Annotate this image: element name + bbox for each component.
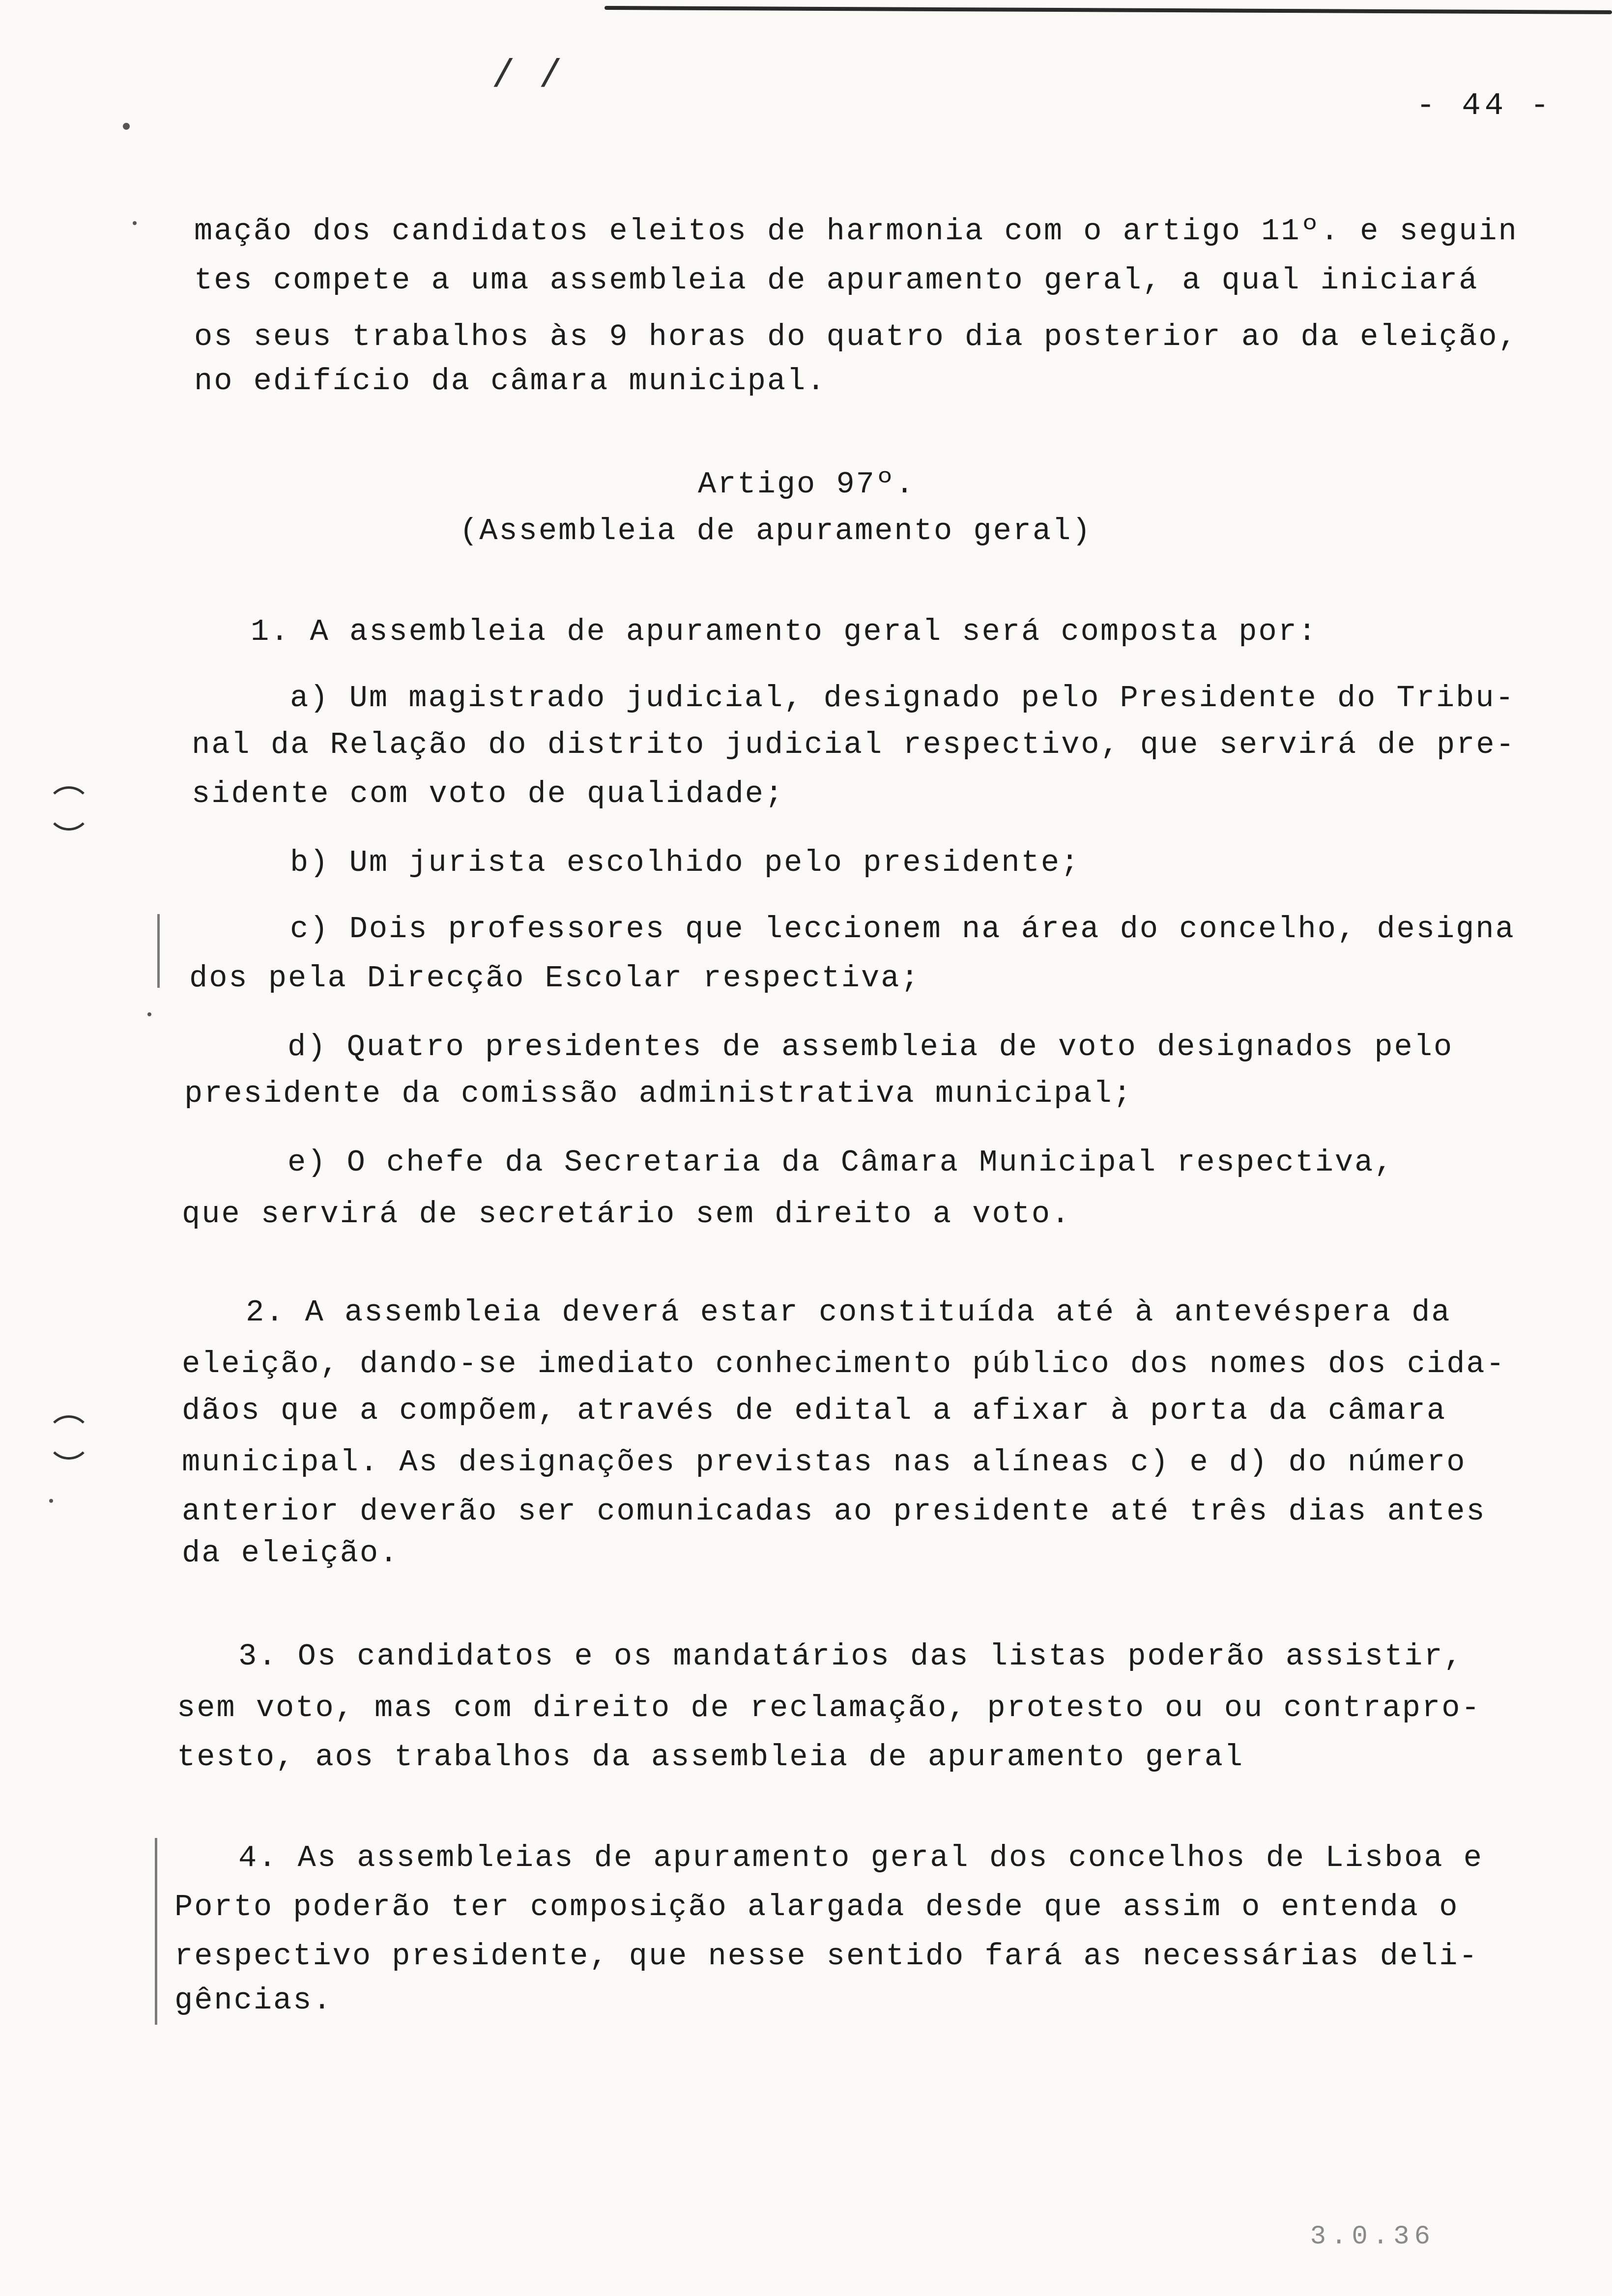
item2-line-1: 2. A assembleia deverá estar constituída até à antevéspera da bbox=[246, 1295, 1451, 1330]
item1-a-line-1: a) Um magistrado judicial, designado pelo Presidente do Tribu- bbox=[290, 681, 1515, 716]
item3-line-2: sem voto, mas com direito de reclamação, protesto ou ou contrapro- bbox=[177, 1691, 1481, 1725]
margin-paren-icon bbox=[47, 786, 91, 831]
item4-line-3: respectivo presidente, que nesse sentido fará as necessárias deli- bbox=[174, 1939, 1479, 1974]
item1-e-line-1: e) O chefe da Secretaria da Câmara Municipal respectiva, bbox=[288, 1145, 1394, 1180]
item1-d-line-2: presidente da comissão administrativa municipal; bbox=[184, 1076, 1133, 1111]
item2-line-4: municipal. As designações previstas nas alíneas c) e d) do número bbox=[182, 1445, 1467, 1480]
item1-heading: 1. A assembleia de apuramento geral será composta por: bbox=[251, 614, 1318, 649]
item4-line-4: gências. bbox=[174, 1983, 333, 2018]
item1-a-line-2: nal da Relação do distrito judicial respectivo, que servirá de pre- bbox=[192, 727, 1516, 762]
item1-b: b) Um jurista escolhido pelo presidente; bbox=[290, 845, 1081, 880]
intro-line-2: tes compete a uma assembleia de apuramento geral, a qual iniciará bbox=[194, 263, 1479, 298]
item1-c-line-1: c) Dois professores que leccionem na área do concelho, designa bbox=[290, 912, 1515, 947]
item4-line-2: Porto poderão ter composição alargada desde que assim o entenda o bbox=[174, 1890, 1459, 1924]
margin-dot bbox=[49, 1499, 53, 1503]
margin-dot bbox=[123, 123, 130, 130]
item1-a-line-3: sidente com voto de qualidade; bbox=[192, 776, 785, 811]
item2-line-6: da eleição. bbox=[182, 1536, 400, 1571]
margin-paren-icon bbox=[47, 1415, 91, 1460]
item1-d-line-1: d) Quatro presidentes de assembleia de voto designados pelo bbox=[288, 1030, 1454, 1064]
item3-line-3: testo, aos trabalhos da assembleia de apuramento geral bbox=[177, 1740, 1244, 1775]
item3-line-1: 3. Os candidatos e os mandatários das listas poderão assistir, bbox=[238, 1639, 1464, 1674]
intro-line-4: no edifício da câmara municipal. bbox=[194, 364, 827, 399]
top-rule bbox=[604, 6, 1612, 14]
article-title: (Assembleia de apuramento geral) bbox=[460, 514, 1092, 548]
item4-line-1: 4. As assembleias de apuramento geral dos concelhos de Lisboa e bbox=[238, 1840, 1483, 1875]
intro-line-3: os seus trabalhos às 9 horas do quatro dia posterior ao da eleição, bbox=[194, 319, 1518, 354]
margin-dot bbox=[133, 221, 137, 225]
pencil-mark-icon: / / bbox=[491, 54, 563, 99]
intro-line-1: mação dos candidatos eleitos de harmonia com o artigo 11º. e seguin bbox=[194, 214, 1518, 249]
archive-stamp: 3.0.36 bbox=[1310, 2222, 1435, 2252]
item2-line-5: anterior deverão ser comunicadas ao presidente até três dias antes bbox=[182, 1494, 1486, 1529]
article-number: Artigo 97º. bbox=[698, 467, 916, 502]
item1-e-line-2: que servirá de secretário sem direito a voto. bbox=[182, 1197, 1071, 1232]
item1-c-line-2: dos pela Direcção Escolar respectiva; bbox=[189, 961, 921, 996]
margin-bar bbox=[155, 1838, 157, 2025]
item2-line-3: dãos que a compõem, através de edital a afixar à porta da câmara bbox=[182, 1393, 1447, 1428]
margin-dot bbox=[147, 1012, 151, 1016]
item2-line-2: eleição, dando-se imediato conhecimento público dos nomes dos cida- bbox=[182, 1347, 1506, 1381]
page-number: - 44 - bbox=[1416, 88, 1553, 124]
margin-bar bbox=[157, 914, 160, 988]
